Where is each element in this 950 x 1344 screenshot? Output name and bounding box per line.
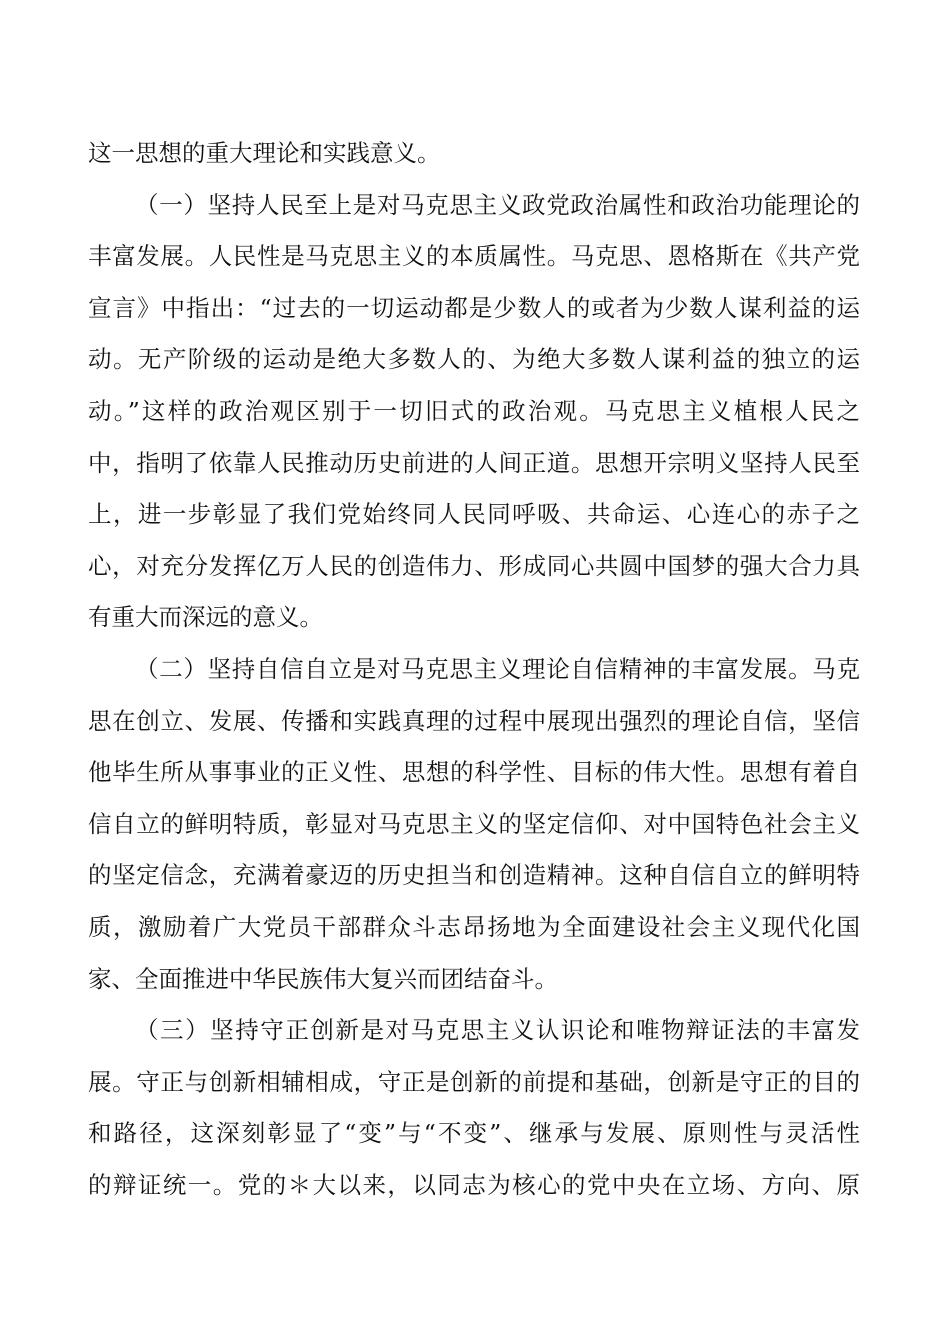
paragraph-3-line: 和路径，这深刻彰显了“变”与“不变”、继承与发展、原则性与灵活性 [88, 1119, 860, 1148]
text-line: 这一思想的重大理论和实践意义。 [88, 139, 441, 167]
paragraph-2-line: 家、全面推进中华民族伟大复兴而团结奋斗。 [88, 964, 558, 993]
paragraph-2-line: 他毕生所从事事业的正义性、思想的科学性、目标的伟大性。思想有着自 [88, 758, 860, 787]
paragraph-1-line: 宣言》中指出：“过去的一切运动都是少数人的或者为少数人谋利益的运 [88, 293, 860, 322]
paragraph-2-line: 信自立的鲜明特质，彰显对马克思主义的坚定信仰、对中国特色社会主义 [88, 809, 860, 838]
paragraph-1-line: 丰富发展。人民性是马克思主义的本质属性。马克思、恩格斯在《共产党 [88, 242, 860, 271]
paragraph-2-line: 质，激励着广大党员干部群众斗志昂扬地为全面建设社会主义现代化国 [88, 912, 860, 941]
paragraph-1-line: 动。无产阶级的运动是绝大多数人的、为绝大多数人谋利益的独立的运 [88, 345, 860, 374]
paragraph-1-line: 有重大而深远的意义。 [88, 603, 323, 632]
paragraph-2-line: 思在创立、发展、传播和实践真理的过程中展现出强烈的理论自信，坚信 [88, 706, 860, 735]
paragraph-3-line: （三）坚持守正创新是对马克思主义认识论和唯物辩证法的丰富发 [135, 1016, 860, 1045]
paragraph-1-line: 心，对充分发挥亿万人民的创造伟力、形成同心共圆中国梦的强大合力具 [88, 551, 860, 580]
paragraph-1-line: 动。”这样的政治观区别于一切旧式的政治观。马克思主义植根人民之 [88, 396, 860, 425]
paragraph-1-line: 中，指明了依靠人民推动历史前进的人间正道。思想开宗明义坚持人民至 [88, 448, 860, 477]
body-text [88, 128, 860, 1211]
paragraph-3-line: 的辩证统一。党的＊大以来，以同志为核心的党中央在立场、方向、原 [88, 1170, 860, 1199]
paragraph-3-line: 展。守正与创新相辅相成，守正是创新的前提和基础，创新是守正的目的 [88, 1067, 860, 1096]
paragraph-1-line: 上，进一步彰显了我们党始终同人民同呼吸、共命运、心连心的赤子之 [88, 500, 860, 529]
paragraph-2-line: （二）坚持自信自立是对马克思主义理论自信精神的丰富发展。马克 [135, 654, 860, 683]
paragraph-2-line: 的坚定信念，充满着豪迈的历史担当和创造精神。这种自信自立的鲜明特 [88, 861, 860, 890]
paragraph-1-line: （一）坚持人民至上是对马克思主义政党政治属性和政治功能理论的 [135, 190, 860, 219]
